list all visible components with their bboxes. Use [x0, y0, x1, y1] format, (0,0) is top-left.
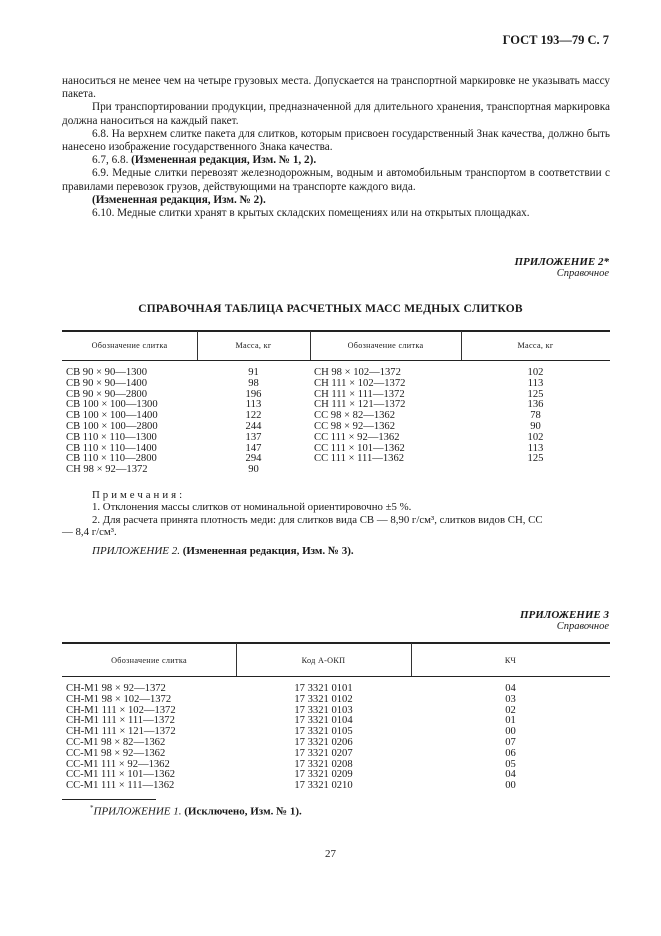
paragraph-4: [62, 154, 610, 167]
paragraph-1: наноситься не менее чем на четыре грузовых места. Допускается на транспортной маркировке не указывать массу пакета.: [62, 75, 610, 101]
table-cell: 122: [245, 410, 262, 422]
table2-header-mass: Масса, кг: [517, 341, 554, 350]
table-cell: СС 111 × 111—1362: [314, 453, 405, 465]
table-cell: СН-М1 98 × 92—1372: [66, 683, 166, 694]
table-cell: 196: [245, 388, 262, 400]
table-cell: 05: [505, 758, 516, 770]
table-cell: 17 3321 0210: [294, 780, 353, 792]
appendix2-notes: [62, 489, 610, 539]
appendix2-edit-text: (Измененная редакция, Изм. № 3).: [182, 545, 354, 557]
table-cell: СВ 90 × 90—2800: [66, 388, 148, 400]
table-cell: 136: [527, 399, 544, 411]
table-cell: СН 98 × 92—1372: [66, 464, 148, 476]
table-cell: СС-М1 111 × 111—1362: [66, 780, 175, 792]
footnote-text: (Исключено, Изм. № 1).: [184, 805, 302, 818]
table3-header-code: Код А-ОКП: [301, 656, 346, 665]
table-cell: 17 3321 0103: [294, 704, 353, 716]
table-cell: СВ 90 × 90—1400: [66, 377, 148, 389]
table-cell: 113: [245, 399, 262, 411]
page-number: 27: [325, 848, 336, 860]
table-cell: 102: [527, 431, 544, 443]
table2-header-designation: Обозначение слитка: [347, 341, 424, 350]
appendix2-title: ПРИЛОЖЕНИЕ 2*: [514, 256, 609, 268]
table-cell: 07: [505, 736, 516, 748]
table-cell: 03: [505, 693, 516, 705]
table-cell: СН 111 × 102—1372: [314, 377, 406, 389]
table-cell: СН-М1 98 × 102—1372: [66, 693, 172, 705]
table-cell: СС 111 × 92—1362: [314, 431, 400, 443]
table-cell: СН-М1 111 × 102—1372: [66, 704, 176, 716]
note-2-line-2: — 8,4 г/см³.: [62, 526, 117, 539]
paragraph-2: При транспортировании продукции, предназначенной для длительного хранения, транспортная маркировка должна наноситься на каждый пакет.: [62, 101, 610, 127]
note-2-line-1: 2. Для расчета принята плотность меди: для слитков вида СВ — 8,90 г/см³, слитков видов СН, СС: [92, 513, 543, 526]
table-cell: 17 3321 0105: [294, 726, 353, 738]
table-cell: 17 3321 0206: [294, 736, 353, 748]
table3-kch: [411, 684, 610, 792]
table-cell: 90: [530, 420, 541, 432]
footnote-mark: *: [90, 804, 94, 812]
paragraph-4-prefix: 6.7, 6.8.: [92, 154, 129, 167]
table-cell: 147: [245, 442, 262, 454]
table-cell: 102: [527, 367, 544, 378]
table-cell: 78: [530, 410, 541, 422]
table-cell: 02: [505, 704, 516, 716]
paragraph-6: (Измененная редакция, Изм. № 2).: [92, 193, 266, 206]
table-cell: 17 3321 0209: [294, 769, 353, 781]
table-cell: 17 3321 0102: [294, 693, 353, 705]
footnote: [90, 804, 302, 818]
table2-header-designation: Обозначение слитка: [91, 341, 168, 350]
table-cell: 98: [248, 377, 259, 389]
table-cell: СС 111 × 101—1362: [314, 442, 405, 454]
appendix2-table-title: СПРАВОЧНАЯ ТАБЛИЦА РАСЧЕТНЫХ МАСС МЕДНЫХ СЛИТКОВ: [138, 303, 523, 315]
table-cell: СН 111 × 121—1372: [314, 399, 406, 411]
table-cell: СВ 100 × 100—1400: [66, 410, 158, 422]
page-header: ГОСТ 193—79 С. 7: [502, 33, 609, 47]
table-cell: 04: [505, 683, 516, 694]
note-1: 1. Отклонения массы слитков от номинальной ориентировочно ±5 %.: [92, 501, 412, 514]
table3-top-rule: [62, 642, 610, 644]
footnote-rule: [62, 799, 156, 800]
appendix2-subtitle: Справочное: [556, 268, 609, 279]
table-cell: 06: [505, 747, 516, 759]
paragraph-3: 6.8. На верхнем слитке пакета для слитков, которым присвоен государственный Знак качества, должно быть нанесено изображение государственного Знака качества.: [62, 127, 610, 154]
table-cell: СС 98 × 82—1362: [314, 410, 396, 422]
footnote-label: ПРИЛОЖЕНИЕ 1.: [93, 805, 182, 818]
table-cell: 90: [248, 464, 259, 476]
table3-codes: [236, 684, 411, 792]
table-cell: 04: [505, 769, 516, 781]
table-cell: 00: [505, 726, 516, 738]
table-cell: СН-М1 111 × 121—1372: [66, 726, 176, 738]
body-text: [62, 75, 610, 220]
paragraph-7: 6.10. Медные слитки хранят в крытых складских помещениях или на открытых площадках.: [92, 207, 530, 220]
table-cell: 00: [505, 780, 516, 792]
table-cell: 137: [245, 431, 262, 443]
table-cell: 113: [527, 442, 544, 454]
table-cell: СН-М1 111 × 111—1372: [66, 715, 175, 727]
table-cell: СС-М1 98 × 92—1362: [66, 747, 166, 759]
table-cell: СС-М1 111 × 92—1362: [66, 758, 170, 770]
table-cell: 17 3321 0104: [294, 715, 353, 727]
table3-header-designation: Обозначение слитка: [111, 656, 187, 665]
table-cell: СВ 110 × 110—2800: [66, 453, 157, 465]
paragraph-5: 6.9. Медные слитки перевозят железнодорожным, водным и автомобильным транспортом в соответствии с правилами перевозок грузов, действующими на транспорте каждого вида.: [62, 167, 610, 193]
table-cell: СС-М1 98 × 82—1362: [66, 736, 166, 748]
table-cell: 91: [248, 367, 259, 378]
table-cell: 17 3321 0208: [294, 758, 353, 770]
table-cell: СС 98 × 92—1362: [314, 420, 396, 432]
appendix2-edit-label: ПРИЛОЖЕНИЕ 2.: [92, 545, 180, 557]
table2-right-designations: [314, 368, 464, 465]
table2-right-masses: [461, 368, 610, 465]
table-cell: 113: [527, 377, 544, 389]
paragraph-4-edit: (Измененная редакция, Изм. № 1, 2).: [131, 154, 317, 167]
table2-header-rule: [62, 360, 610, 361]
table-cell: 17 3321 0101: [294, 683, 353, 694]
table-cell: 125: [527, 453, 544, 465]
table-cell: СВ 110 × 110—1300: [66, 431, 157, 443]
table-cell: 17 3321 0207: [294, 747, 353, 759]
table-cell: СВ 90 × 90—1300: [66, 367, 148, 378]
table3-header-kch: КЧ: [504, 656, 517, 665]
table-cell: СН 111 × 111—1372: [314, 388, 405, 400]
table-cell: СВ 100 × 100—1300: [66, 399, 158, 411]
table-cell: СС-М1 111 × 101—1362: [66, 769, 176, 781]
appendix3-title: ПРИЛОЖЕНИЕ 3: [519, 609, 609, 621]
table3-header-rule: [62, 676, 610, 677]
table2-header-mass: Масса, кг: [235, 341, 272, 350]
table-cell: СВ 100 × 100—2800: [66, 420, 158, 432]
table-cell: 125: [527, 388, 544, 400]
table2-left-designations: [66, 368, 206, 476]
table3-designations: [66, 684, 236, 792]
table-cell: СВ 110 × 110—1400: [66, 442, 157, 454]
notes-heading: Примечания:: [92, 489, 186, 501]
table-cell: 01: [505, 715, 516, 727]
appendix2-edit-note: [92, 545, 354, 557]
table-cell: 244: [245, 420, 262, 432]
table2-top-rule: [62, 330, 610, 332]
table2-left-masses: [197, 368, 310, 476]
table-cell: 294: [245, 453, 262, 465]
appendix3-subtitle: Справочное: [556, 621, 609, 632]
table-cell: СН 98 × 102—1372: [314, 367, 401, 378]
